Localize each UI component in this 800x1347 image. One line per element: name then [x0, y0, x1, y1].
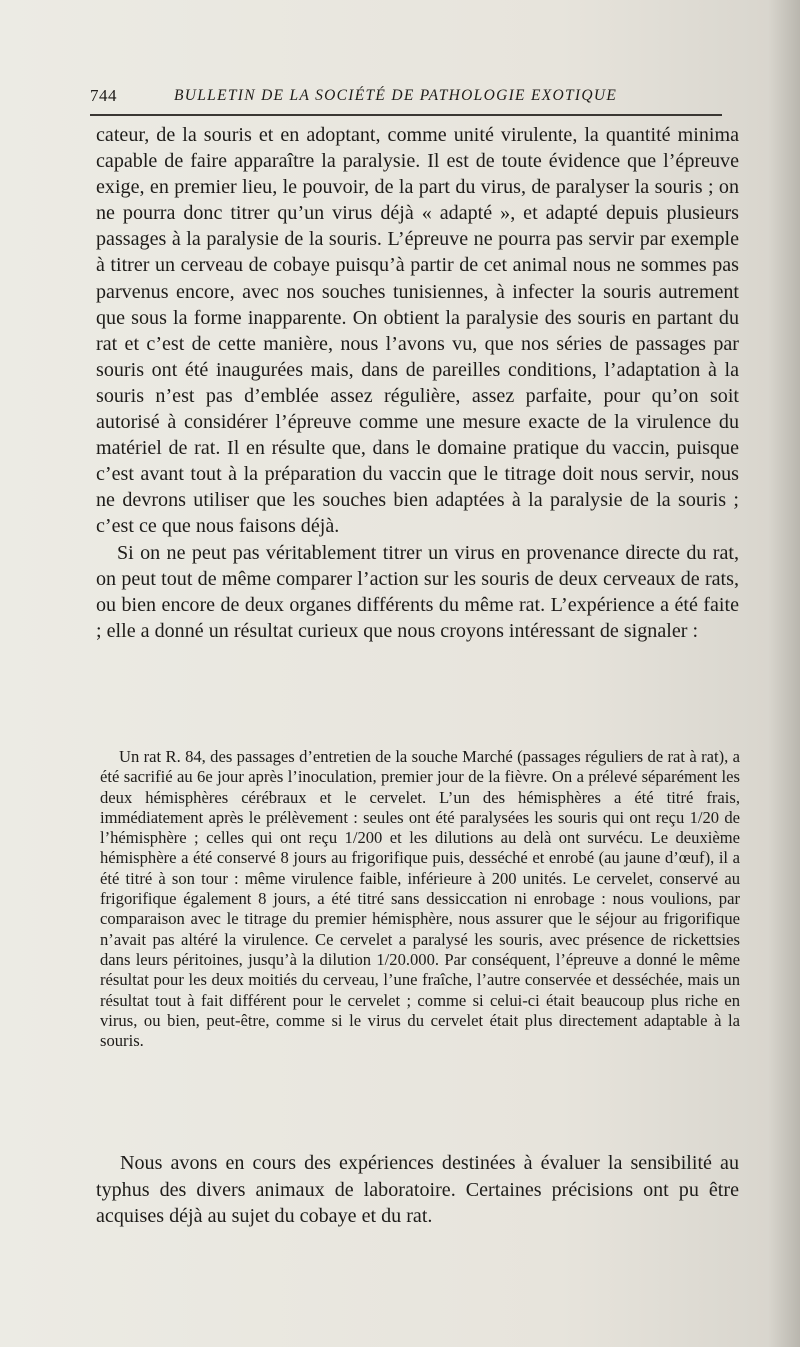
note-paragraph: Un rat R. 84, des passages d’entretien de la souche Marché (passages réguliers de rat à rat), a été sacrifié au 6e jour après l’inoculation, premier jour de la fièvre. On a prélevé séparément les deux hémisphères cérébraux et le cervelet. L’un des hémisphères a été titré frais, immédiatement après le prélèvement : seules ont été paralysées les souris qui ont reçu 1/20 de l’hémisphère ; celles qui ont reçu 1/200 et les dilutions au delà ont survécu. Le deuxième hémisphère a été conservé 8 jours au frigorifique puis, desséché et enrobé (au jaune d’œuf), il a été titré à son tour : même virulence faible, inférieure à 200 unités. Le cervelet, conservé au frigorifique également 8 jours, a été titré sans dessiccation ni enrobage : nous voulions, par comparaison avec le titrage du premier hémisphère, nous assurer que le séjour au frigorifique n’avait pas altéré la virulence. Ce cervelet a paralysé les souris, avec présence de rickettsies dans leurs péritoines, jusqu’à la dilution 1/20.000. Par conséquent, l’épreuve a donné le même résultat pour les deux moitiés du cerveau, l’une fraîche, l’autre conservée et desséchée, mais un résultat tout à fait différent pour le cervelet ; comme si celui-ci était beaucoup plus riche en virus, ou bien, peut-être, comme si le virus du cervelet était plus directement adaptable à la souris.: [100, 747, 740, 1051]
page-number: 744: [90, 86, 117, 105]
page-header: [90, 86, 720, 110]
running-title: BULLETIN DE LA SOCIÉTÉ DE PATHOLOGIE EXOTIQUE: [174, 87, 618, 104]
main-text: [96, 122, 739, 644]
experiment-note: [100, 747, 740, 1051]
paragraph-continuation: cateur, de la souris et en adoptant, comme unité virulente, la quantité minima capable de faire apparaître la paralysie. Il est de toute évidence que l’épreuve exige, en premier lieu, le pouvoir, de la part du virus, de paralyser la souris ; on ne pourra donc titrer qu’un virus déjà « adapté », et adapté depuis plusieurs passages à la paralysie de la souris. L’épreuve ne pourra pas servir par exemple à titrer un cerveau de cobaye puisqu’à partir de cet animal nous ne sommes pas parvenus encore, avec nos souches tunisiennes, à infecter la souris autrement que sous la forme inapparente. On obtient la paralysie des souris en partant du rat et c’est de cette manière, nous l’avons vu, que nos séries de passages par souris ont été inaugurées mais, dans de pareilles conditions, l’adaptation à la souris n’est pas d’emblée assez régulière, assez parfaite, pour qu’on soit autorisé à considérer l’épreuve comme une mesure exacte de la virulence du matériel de rat. Il en résulte que, dans le domaine pratique du vaccin, puisque c’est avant tout à la préparation du vaccin que le titrage doit nous servir, nous ne devrons utiliser que les souches bien adaptées à la paralysie de la souris ; c’est ce que nous faisons déjà.: [96, 124, 739, 538]
closing-text: [96, 1150, 739, 1230]
header-rule: [90, 114, 722, 116]
paragraph-experiment-intro: Si on ne peut pas véritablement titrer un virus en provenance directe du rat, on peut tout de même comparer l’action sur les souris de deux cerveaux de rats, ou bien encore de deux organes différents du même rat. L’expérience a été faite ; elle a donné un résultat curieux que nous croyons intéressant de signaler :: [96, 541, 739, 642]
closing-paragraph: Nous avons en cours des expériences destinées à évaluer la sensibilité au typhus des divers animaux de laboratoire. Certaines précisions ont pu être acquises déjà au sujet du cobaye et du rat.: [96, 1152, 739, 1227]
